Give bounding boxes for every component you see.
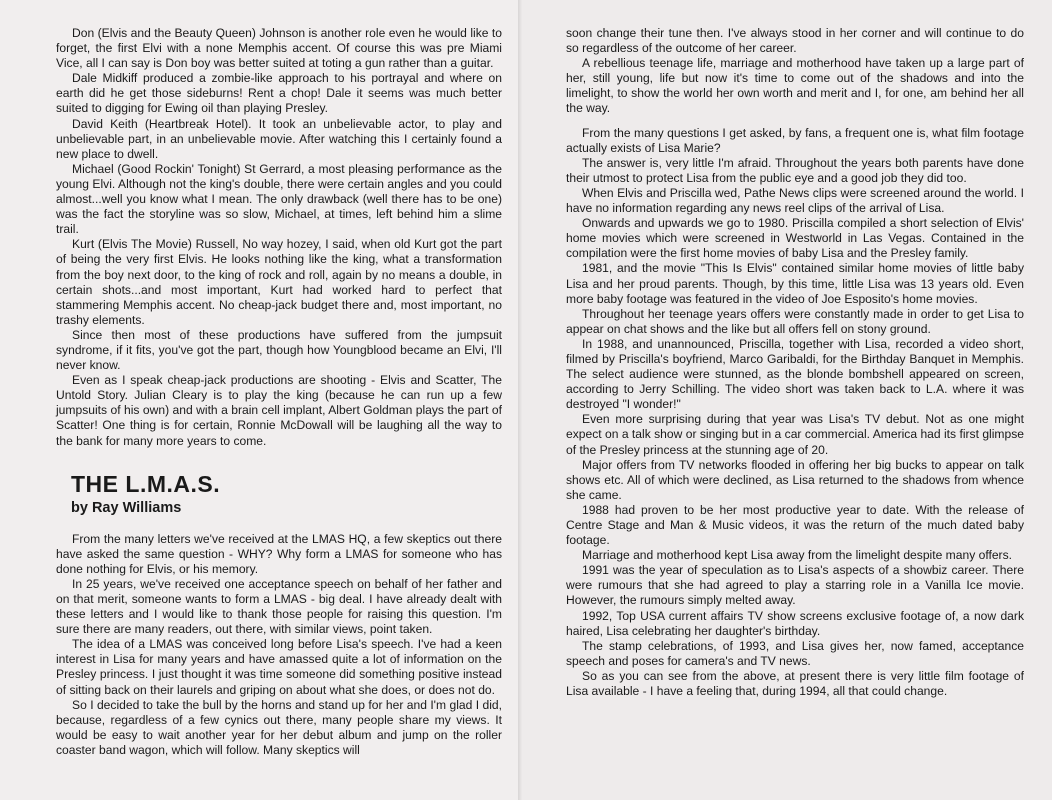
article-paragraph: soon change their tune then. I've always stood in her corner and will continue to do so regardless of the outcome of her career. xyxy=(566,26,1024,56)
article-header xyxy=(71,471,502,518)
article-paragraph: 1991 was the year of speculation as to Lisa's aspects of a showbiz career. There were rumours that she had agreed to play a starring role in a Vanilla Ice movie. However, the rumours simply melted away. xyxy=(566,563,1024,608)
intro-paragraph: Even as I speak cheap-jack productions are shooting - Elvis and Scatter, The Untold Story. Julian Cleary is to play the king (because he can run up a few jumpsuits of his own) and with a brain cell implant, Albert Goldman plays the part of Scatter! One thing is for certain, Ronnie McDowall will be laughing all the way to the bank for many more years to come. xyxy=(56,373,502,448)
intro-paragraph: Don (Elvis and the Beauty Queen) Johnson is another role even he would like to forget, the first Elvi with a none Memphis accent. Of course this was pre Miami Vice, all I can say is Don boy was better suited at toting a gun rather than a guitar. xyxy=(56,26,502,71)
article-paragraph: In 25 years, we've received one acceptance speech on behalf of her father and on that merit, someone wants to form a LMAS - big deal. I have already dealt with these letters and I would like to thank those people for raising this question. I'm sure there are many readers, out there, with similar views, point taken. xyxy=(56,576,502,637)
intro-paragraph: David Keith (Heartbreak Hotel). It took an unbelievable actor, to play and unbelievable part, in an unbelievable movie. After watching this I certainly found a new place to dwell. xyxy=(56,116,502,161)
intro-paragraph: Since then most of these productions have suffered from the jumpsuit syndrome, if it fits, you've got the part, though how Youngblood became an Elvi, I'll never know. xyxy=(56,327,502,373)
article-paragraph: Throughout her teenage years offers were constantly made in order to get Lisa to appear on chat shows and the like but all offers fell on stony ground. xyxy=(566,306,1024,336)
right-page xyxy=(522,0,1052,800)
section-gap xyxy=(566,117,1024,126)
article-paragraph: From the many questions I get asked, by fans, a frequent one is, what film footage actually exists of Lisa Marie? xyxy=(566,125,1024,155)
article-continuation xyxy=(566,26,1024,117)
article-paragraph: Even more surprising during that year was Lisa's TV debut. Not as one might expect on a talk show or singing but in a car commercial. America had its first glimpse of the Presley princess at the stunning age of 20. xyxy=(566,412,1024,457)
intro-paragraph: Kurt (Elvis The Movie) Russell, No way hozey, I said, when old Kurt got the part of being the very first Elvis. He looks nothing like the king, what a transformation from the boy next door, to the king of rock and roll, again by no means a double, in certain shots...and most important, Kurt had worked hard to perfect that stammering Memphis accent. No cheap-jack budget there and, most important, no trashy elements. xyxy=(56,237,502,327)
intro-paragraph: Michael (Good Rockin' Tonight) St Gerrard, a most pleasing performance as the young Elvi. Although not the king's double, there were certain angles and you could almost...well you know what I mean. The only drawback (well there has to be one) was the fact the storyline was so slow, Michael, at times, left behind him a slime trail. xyxy=(56,161,502,237)
article-title: THE L.M.A.S. xyxy=(71,470,221,497)
article-paragraph: The answer is, very little I'm afraid. Throughout the years both parents have done their utmost to protect Lisa from the public eye and a good job they did too. xyxy=(566,155,1024,185)
article-paragraph: From the many letters we've received at the LMAS HQ, a few skeptics out there have asked the same question - WHY? Why form a LMAS for someone who has done nothing for Elvis, or his memory. xyxy=(56,531,502,576)
article-paragraph: Marriage and motherhood kept Lisa away from the limelight despite many offers. xyxy=(582,548,1012,563)
film-review-section xyxy=(56,26,502,449)
article-paragraph: 1988 had proven to be her most productive year to date. With the release of Centre Stage and Man & Music videos, it was the return of the much dated baby footage. xyxy=(566,502,1024,548)
article-paragraph: So I decided to take the bull by the horns and stand up for her and I'm glad I did, because, regardless of a few cynics out there, many people share my views. It would be easy to wait another year for her debut album and jump on the roller coaster band wagon, which will follow. Many skeptics will xyxy=(56,697,502,757)
article-paragraph: The idea of a LMAS was conceived long before Lisa's speech. I've had a keen interest in Lisa for many years and have amassed quite a lot of information on the Presley princess. I just thought it was time someone did something positive instead of sitting back on their laurels and griping on about what she does, or does not do. xyxy=(56,637,502,697)
article-paragraph: Onwards and upwards we go to 1980. Priscilla compiled a short selection of Elvis' home movies which were screened in Westworld in Las Vegas. Contained in the compilation were the first home movies of baby Lisa and the Presley family. xyxy=(566,216,1024,261)
article-paragraph: So as you can see from the above, at present there is very little film footage of Lisa available - I have a feeling that, during 1994, all that could change. xyxy=(566,668,1024,699)
article-byline: by Ray Williams xyxy=(71,499,182,516)
article-paragraph: 1992, Top USA current affairs TV show screens exclusive footage of, a now dark haired, Lisa celebrating her daughter's birthday. xyxy=(566,608,1024,638)
article-paragraph: The stamp celebrations, of 1993, and Lisa gives her, now famed, acceptance speech and poses for camera's and TV news. xyxy=(566,638,1024,668)
article-paragraph: A rebellious teenage life, marriage and motherhood have taken up a large part of her, still young, life but now it's time to come out of the shadows and into the limelight, to show the world her own worth and merit and I, for one, am behind her all the way. xyxy=(566,56,1024,116)
article-paragraph: 1981, and the movie "This Is Elvis" contained similar home movies of little baby Lisa and her proud parents. Though, by this time, little Lisa was 13 years old. Even more baby footage was featured in the video of Joe Esposito's home movies. xyxy=(566,261,1024,306)
film-footage-section xyxy=(566,126,1024,700)
article-body xyxy=(56,532,502,758)
article-paragraph: When Elvis and Priscilla wed, Pathe News clips were screened around the world. I have no information regarding any news reel clips of the arrival of Lisa. xyxy=(566,185,1024,216)
left-page xyxy=(0,0,522,800)
article-paragraph: Major offers from TV networks flooded in offering her big bucks to appear on talk shows etc. All of which were declined, as Lisa returned to the shadows from whence she came. xyxy=(566,457,1024,502)
article-paragraph: In 1988, and unannounced, Priscilla, together with Lisa, recorded a video short, filmed by Priscilla's boyfriend, Marco Garibaldi, for the Birthday Banquet in Memphis. The select audience were stunned, as the blonde bombshell appeared on screen, according to Jerry Schilling. The video short was taken back to L.A. where it was destroyed "I wonder!" xyxy=(566,336,1024,412)
intro-paragraph: Dale Midkiff produced a zombie-like approach to his portrayal and where on earth did he get those sideburns! Rent a chop! Dale it seems was much better suited to digging for Ewing oil than playing Presley. xyxy=(56,71,502,116)
